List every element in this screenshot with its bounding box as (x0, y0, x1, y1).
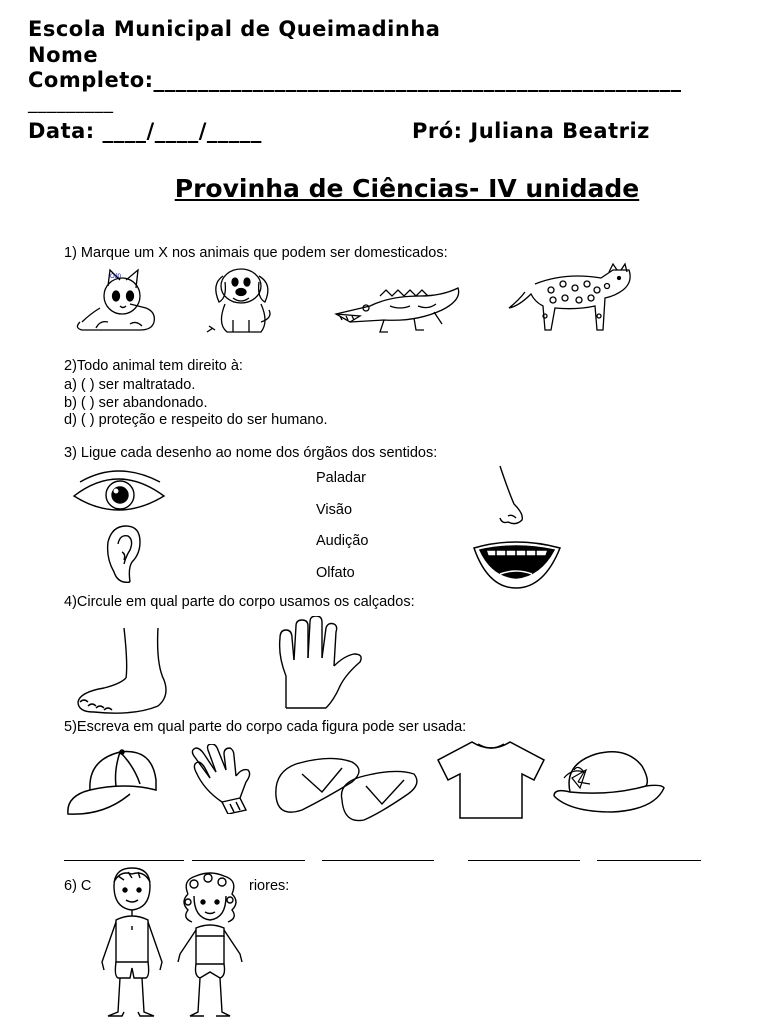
sense-olfato: Olfato (316, 565, 355, 581)
cap-icon (64, 744, 160, 820)
svg-text:OJ0: OJ0 (110, 274, 122, 280)
teacher-name: Pró: Juliana Beatriz (412, 119, 650, 143)
eye-icon (70, 468, 168, 520)
answer-line-3[interactable] (322, 860, 434, 861)
date-field: Data: ____/____/_____ (28, 119, 262, 143)
tshirt-icon (434, 738, 548, 820)
question-1: 1) Marque um X nos animais que podem ser domesticados: (64, 245, 448, 261)
question-6-end: riores: (249, 878, 290, 894)
question-6-start: 6) C (64, 878, 92, 894)
complete-name-field: Completo:________________________________________________ (28, 68, 682, 92)
nose-icon (494, 464, 534, 530)
crocodile-icon (330, 266, 465, 338)
sense-visao: Visão (316, 502, 353, 518)
answer-line-2[interactable] (192, 860, 305, 861)
answer-line-1[interactable] (64, 860, 184, 861)
q2-option-b: b) ( ) ser abandonado. (64, 395, 208, 411)
ear-icon (102, 524, 144, 586)
question-2: 2)Todo animal tem direito à: (64, 358, 243, 374)
sense-paladar: Paladar (316, 470, 366, 486)
jaguar-icon (505, 262, 635, 336)
page-title: Provinha de Ciências- IV unidade (174, 174, 640, 203)
mouth-icon (470, 538, 564, 590)
flip-flops-icon (272, 748, 422, 824)
hand-icon (272, 616, 368, 712)
sense-audicao: Audição (316, 533, 369, 549)
answer-line-4[interactable] (468, 860, 580, 861)
boy-icon (94, 866, 168, 1020)
foot-icon (74, 624, 174, 716)
cat-icon (70, 264, 160, 336)
name-label: Nome (28, 43, 99, 67)
dog-icon (203, 262, 283, 338)
answer-line-5[interactable] (597, 860, 701, 861)
glove-icon (182, 744, 258, 814)
q2-option-a: a) ( ) ser maltratado. (64, 377, 196, 393)
question-5: 5)Escreva em qual parte do corpo cada figura pode ser usada: (64, 719, 467, 735)
school-name: Escola Municipal de Queimadinha (28, 17, 441, 41)
question-3: 3) Ligue cada desenho ao nome dos órgãos dos sentidos: (64, 445, 438, 461)
q2-option-d: d) ( ) proteção e respeito do ser humano. (64, 412, 328, 428)
girl-icon (172, 872, 248, 1020)
name-continuation-line: _________ (28, 93, 114, 114)
hat-icon (550, 744, 668, 816)
question-4: 4)Circule em qual parte do corpo usamos os calçados: (64, 594, 415, 610)
